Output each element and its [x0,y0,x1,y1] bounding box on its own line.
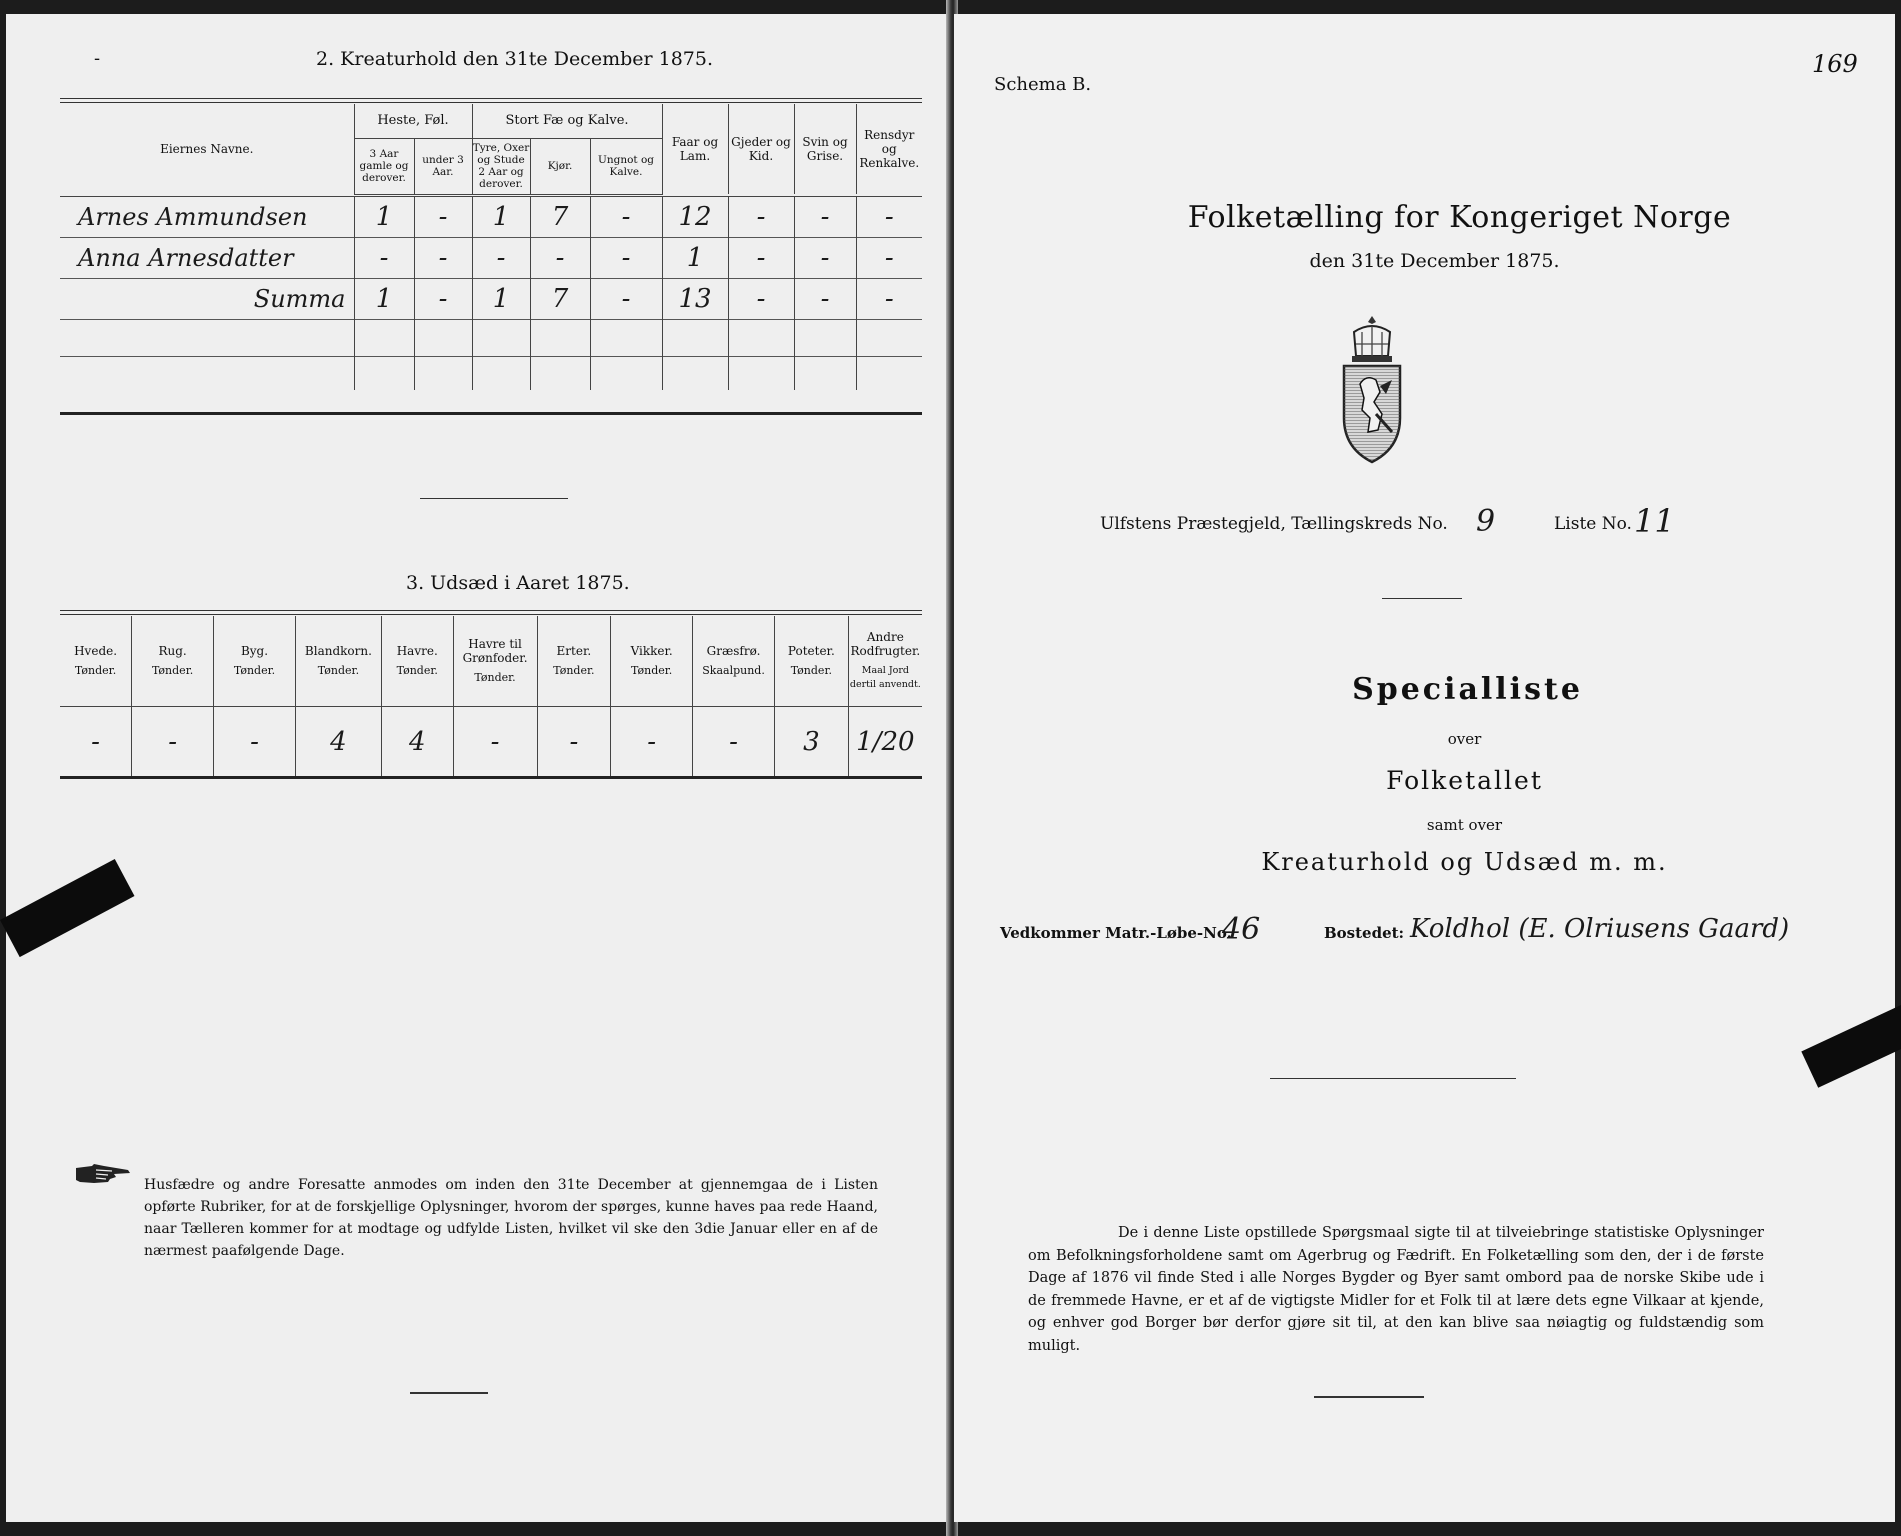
cell: 1 [472,278,530,319]
cell: 7 [530,278,590,319]
calves-header: Ungnot og Kalve. [590,138,662,194]
sowing-column-header [775,616,849,706]
cell: 1 [354,196,414,237]
short-divider [1270,1078,1516,1079]
bostedet-label: Bostedet: [1324,924,1405,942]
summa-label: Summa [60,278,354,319]
cell: 4 [295,706,381,778]
owner-name: Arnes Ammundsen [60,196,354,237]
livestock-table [60,104,922,390]
page-number: 169 [1812,50,1858,78]
cell: - [794,278,856,319]
short-divider [420,498,568,499]
horses-under3-header: under 3 Aar. [414,138,472,194]
table-bottom-rule [60,776,922,779]
cell: - [728,196,794,237]
cell: - [414,278,472,319]
pointing-hand-icon [74,1162,134,1186]
cell: 1 [354,278,414,319]
cell: - [414,237,472,278]
column-name: Blandkorn. [304,643,372,658]
kreaturhold-heading: Kreaturhold og Udsæd m. m. [1261,848,1668,876]
column-unit: Skaalpund. [702,663,765,677]
document-title: Folketælling for Kongeriget Norge [1187,200,1732,235]
horses-header: Heste, Føl. [354,104,472,138]
cell: 7 [530,196,590,237]
right-page [954,14,1895,1522]
folketallet-heading: Folketallet [1386,766,1543,795]
cell: - [728,237,794,278]
cell: 4 [381,706,453,778]
table-bottom-rule [60,412,922,415]
column-name: Erter. [556,643,592,658]
cell: - [132,706,214,778]
matr-label: Vedkommer Matr.-Løbe-No. [1000,924,1232,942]
corner-mark: - [94,48,101,69]
owner-name: Anna Arnesdatter [60,237,354,278]
cows-header: Kjør. [530,138,590,194]
column-name: Hvede. [74,643,118,658]
cell: 1 [472,196,530,237]
footnote-text: Husfædre og andre Foresatte anmodes om inden den 31te December at gjennemgaa de i Listen opførte Rubriker, for at de forskjellige Oplysninger, hvorom der spørges, kunne haves paa rede Haand, naar Tælleren kommer for at modtage og udfylde Listen, hvilket vil ske den 3die Januar eller en af de nærmest paafølgende Dage. [144,1177,878,1259]
cell: 1/20 [848,706,922,778]
sowing-table [60,616,922,778]
cell: 1 [662,237,728,278]
short-divider [410,1392,488,1394]
column-unit: Tønder. [553,663,595,677]
column-name: Vikker. [630,643,673,658]
column-unit: Tønder. [790,663,832,677]
bostedet-value: Koldhol (E. Olriusens Gaard) [1410,914,1790,944]
pigs-header: Svin og Grise. [794,104,856,194]
cell: - [590,196,662,237]
column-unit: Tønder. [317,663,360,677]
column-name: Rug. [158,643,187,658]
goats-header: Gjeder og Kid. [728,104,794,194]
reindeer-header: Rensdyr og Renkalve. [856,104,922,194]
cell: 12 [662,196,728,237]
table-row [60,278,922,319]
column-name: Havre til Grønfoder. [462,636,528,665]
table-row [60,196,922,237]
divider [60,102,922,103]
sowing-column-header [537,616,611,706]
cell: - [794,196,856,237]
table-row [60,706,922,778]
divider [60,614,922,615]
sowing-column-header [295,616,381,706]
cattle-header: Stort Fæ og Kalve. [472,104,662,138]
liste-label: Liste No. [1554,514,1632,534]
divider [60,610,922,611]
sowing-column-header [611,616,693,706]
coat-of-arms-icon [1336,314,1408,464]
cell: - [693,706,775,778]
cell: - [537,706,611,778]
horses-3plus-header: 3 Aar gamle og derover. [354,138,414,194]
cell: - [856,278,922,319]
cell: - [794,237,856,278]
bulls-header: Tyre, Oxer og Stude 2 Aar og derover. [472,138,530,194]
owner-header: Eiernes Navne. [60,104,354,194]
schema-label: Schema B. [994,74,1092,95]
matr-number: 46 [1222,912,1261,947]
cell: - [590,237,662,278]
cell: - [472,237,530,278]
column-unit: Tønder. [74,663,117,677]
census-date: den 31te December 1875. [1309,250,1560,272]
column-unit: Tønder. [151,663,194,677]
section2-title: 2. Kreaturhold den 31te December 1875. [316,48,714,70]
intro-paragraph: De i denne Liste opstillede Spørgsmaal sigte til at tilveiebringe statistiske Oplysninger om Befolkningsforholdene samt om Agerbrug og Fædrift. En Folketælling som den, der i de første Dage af 1876 vil finde Sted i alle Norges Bygder og Byer samt ombord paa de norske Skibe ude i de fremmede Havne, er et af de vigtigste Midler for et Folk til at lære dets egne Vilkaar at kjende, og enhver god Borger bør derfor gjøre sit til, at den kan blive saa nøiagtig og fuldstændig som muligt. [1028,1225,1764,1354]
cell: - [856,237,922,278]
column-name: Andre Rodfrugter. [850,629,921,658]
column-unit: Tønder. [396,663,438,677]
sowing-column-header [60,616,132,706]
sowing-column-header [132,616,214,706]
liste-number: 11 [1634,502,1675,540]
table-row [60,356,922,390]
sowing-column-header [214,616,296,706]
samt-over-text: samt over [1426,816,1503,834]
column-unit: Maal Jord dertil anvendt. [849,664,921,690]
cell: 3 [775,706,849,778]
left-page [6,14,952,1522]
column-name: Græsfrø. [706,643,761,658]
cell: - [60,706,132,778]
cell: - [414,196,472,237]
sowing-column-header [848,616,922,706]
column-name: Poteter. [787,643,835,658]
divider [60,98,922,99]
column-name: Byg. [240,643,269,658]
short-divider [1382,598,1462,599]
cell: - [728,278,794,319]
sowing-column-header [693,616,775,706]
cell: - [530,237,590,278]
sheep-header: Faar og Lam. [662,104,728,194]
cell: - [214,706,296,778]
cell: - [354,237,414,278]
column-name: Havre. [396,643,438,658]
table-row [60,319,922,356]
table-row [60,237,922,278]
short-divider [1314,1396,1424,1398]
cell: 13 [662,278,728,319]
section3-title: 3. Udsæd i Aaret 1875. [406,572,630,594]
parish-label: Ulfstens Præstegjeld, Tællingskreds No. [1100,514,1448,534]
column-unit: Tønder. [474,670,516,684]
specialliste-heading: Specialliste [1352,672,1583,707]
cell: - [856,196,922,237]
sowing-column-header [381,616,453,706]
kreds-number: 9 [1476,504,1496,539]
cell: - [453,706,537,778]
over-text: over [1447,730,1482,748]
column-unit: Tønder. [233,663,276,677]
cell: - [590,278,662,319]
column-unit: Tønder. [631,663,673,677]
cell: - [611,706,693,778]
sowing-column-header [453,616,537,706]
